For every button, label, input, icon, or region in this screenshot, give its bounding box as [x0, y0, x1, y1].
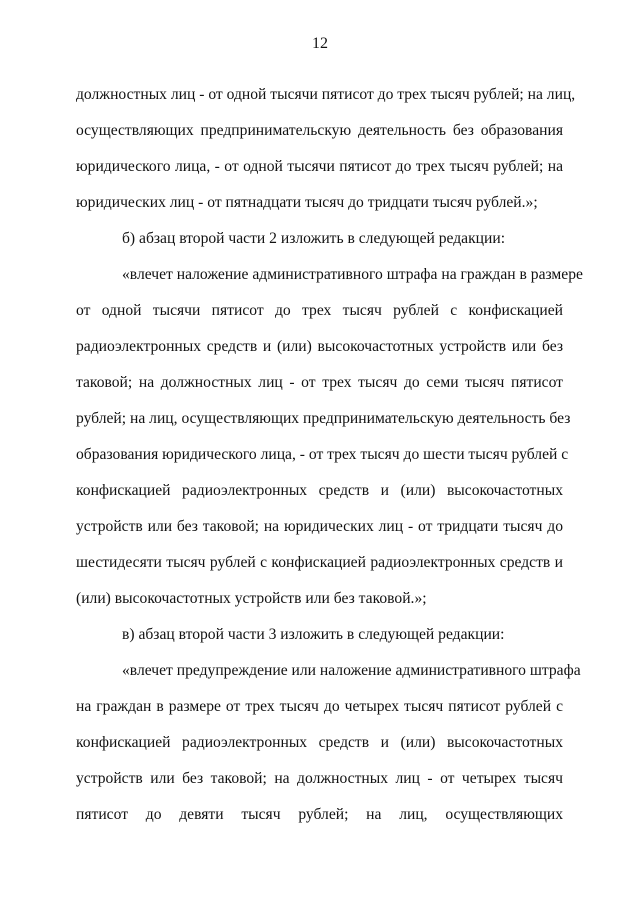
text-line: конфискацией радиоэлектронных средств и (или) высокочастотных	[76, 482, 563, 499]
text-line: в) абзац второй части 3 изложить в следующей редакции:	[122, 626, 505, 643]
text-line: образования юридического лица, - от трех тысяч до шести тысяч рублей с	[76, 446, 569, 463]
text-line: от одной тысячи пятисот до трех тысяч рублей с конфискацией	[76, 302, 563, 319]
text-line: таковой; на должностных лиц - от трех тысяч до семи тысяч пятисот	[76, 374, 563, 391]
text-line: радиоэлектронных средств и (или) высокочастотных устройств или без	[76, 338, 563, 355]
text-line: «влечет наложение административного штрафа на граждан в размере	[122, 266, 583, 283]
text-line: пятисот до девяти тысяч рублей; на лиц, осуществляющих	[76, 806, 563, 823]
text-line: б) абзац второй части 2 изложить в следующей редакции:	[122, 230, 506, 247]
document-body	[76, 82, 583, 838]
text-line: устройств или без таковой; на должностных лиц - от четырех тысяч	[76, 770, 563, 787]
text-line: осуществляющих предпринимательскую деятельность без образования	[76, 122, 563, 139]
text-line: конфискацией радиоэлектронных средств и (или) высокочастотных	[76, 734, 563, 751]
text-line: устройств или без таковой; на юридических лиц - от тридцати тысяч до	[76, 518, 563, 535]
text-line: юридических лиц - от пятнадцати тысяч до тридцати тысяч рублей.»;	[76, 194, 538, 211]
text-line: «влечет предупреждение или наложение административного штрафа	[122, 662, 581, 679]
text-line: рублей; на лиц, осуществляющих предпринимательскую деятельность без	[76, 410, 571, 427]
text-line: на граждан в размере от трех тысяч до четырех тысяч пятисот рублей с	[76, 698, 563, 715]
text-line: юридического лица, - от одной тысячи пятисот до трех тысяч рублей; на	[76, 158, 563, 175]
text-line: (или) высокочастотных устройств или без таковой.»;	[76, 590, 427, 607]
text-line: шестидесяти тысяч рублей с конфискацией радиоэлектронных средств и	[76, 554, 563, 571]
page-number: 12	[312, 35, 328, 52]
text-line: должностных лиц - от одной тысячи пятисот до трех тысяч рублей; на лиц,	[76, 86, 576, 103]
